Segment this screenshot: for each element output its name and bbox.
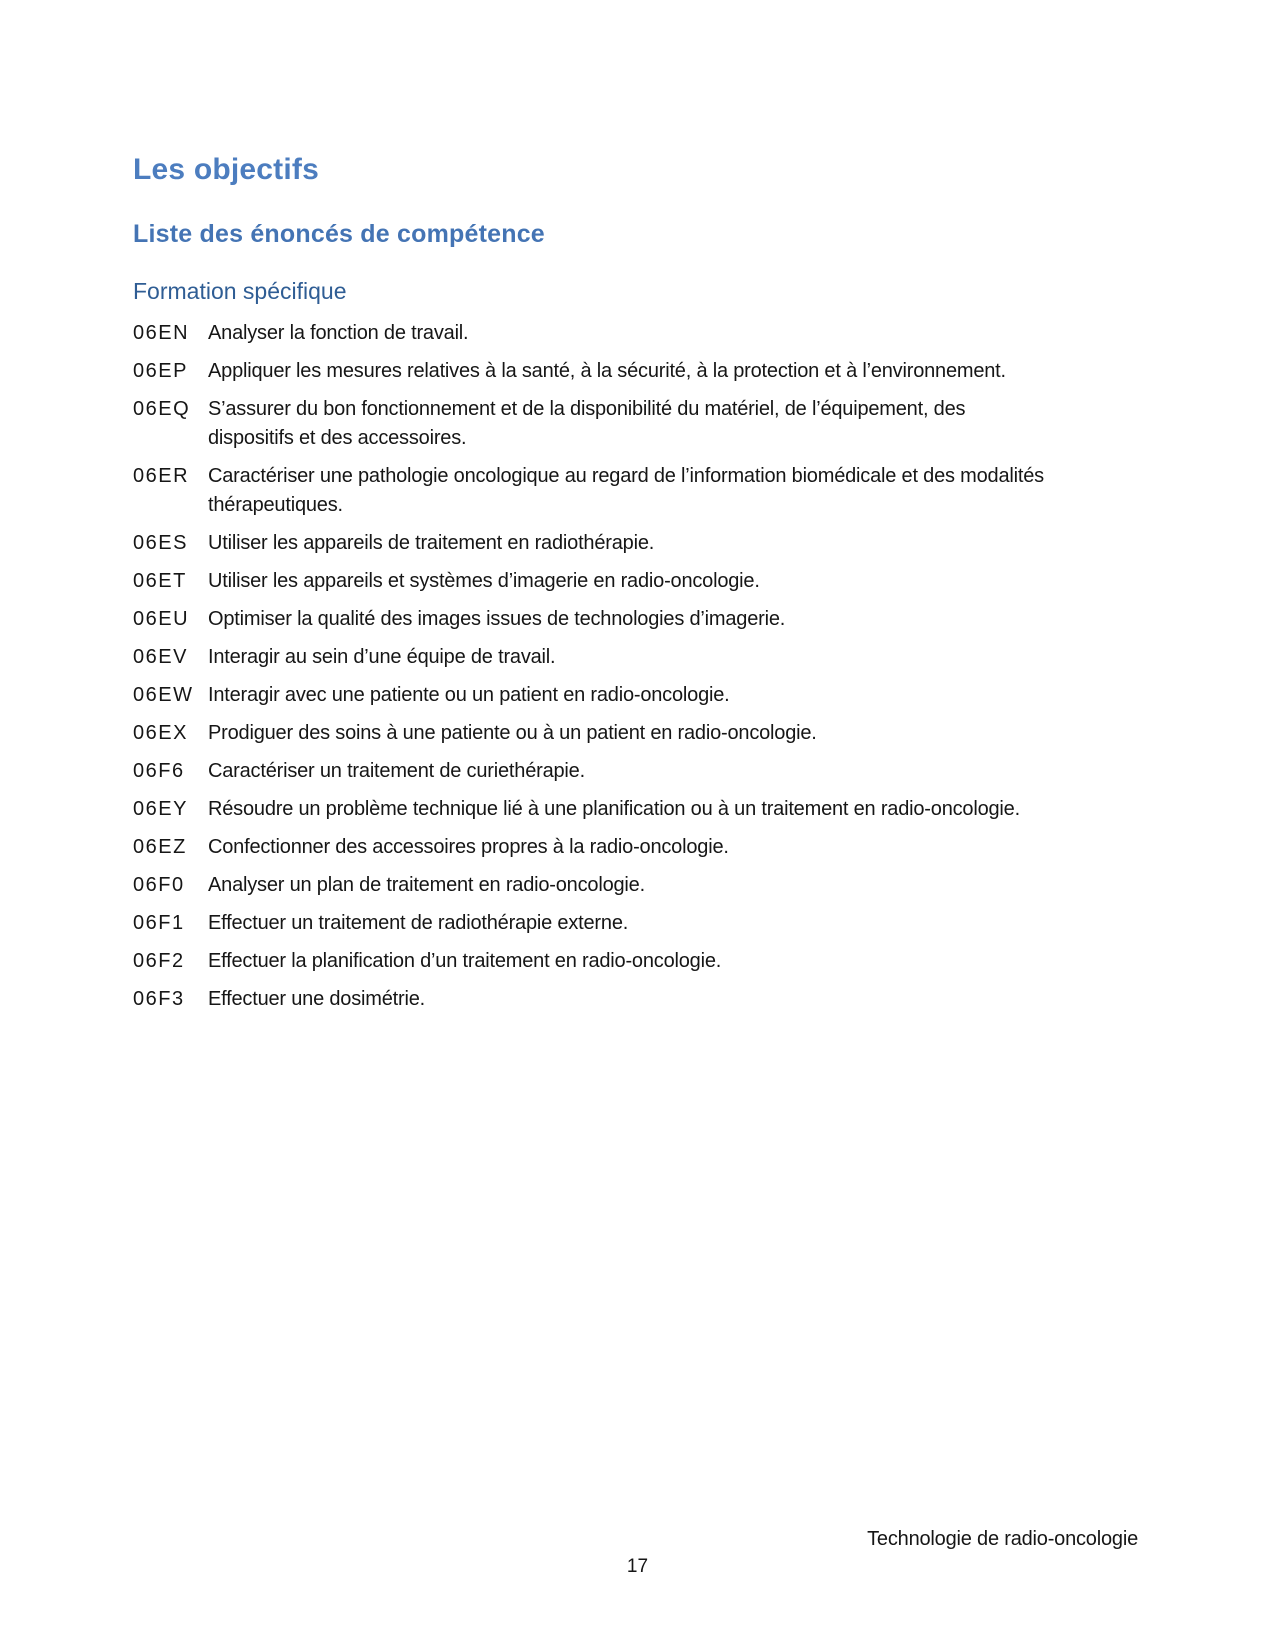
list-item [133,909,1133,938]
competence-code: 06ET [133,570,187,592]
list-item [133,833,1133,862]
competence-label: Effectuer la planification d’un traitement en radio-oncologie. [208,950,722,972]
list-item [133,681,1133,710]
page-title: Les objectifs [133,153,319,186]
list-item [133,947,1133,976]
competence-label: Appliquer les mesures relatives à la santé, à la sécurité, à la protection et à l’environnement. [208,360,1006,382]
competence-label: Interagir au sein d’une équipe de travail. [208,646,556,668]
competence-label: Interagir avec une patiente ou un patient en radio-oncologie. [208,684,730,706]
list-item [133,567,1133,596]
competence-code: 06EX [133,722,188,744]
list-item [133,757,1133,786]
competence-label: Analyser la fonction de travail. [208,322,469,344]
list-item [133,529,1133,558]
competence-code: 06F2 [133,950,185,972]
page-content [133,152,1133,1023]
competence-label: Analyser un plan de traitement en radio-oncologie. [208,874,645,896]
competence-code: 06EV [133,646,188,668]
list-item [133,985,1133,1014]
competence-label: S’assurer du bon fonctionnement et de la disponibilité du matériel, de l’équipement, des dispositifs et des accessoires. [208,398,966,449]
competence-list [133,319,1133,1014]
competence-label: Caractériser un traitement de curiethérapie. [208,760,585,782]
competence-label: Effectuer une dosimétrie. [208,988,425,1010]
list-item [133,319,1133,348]
list-item [133,719,1133,748]
competence-label: Confectionner des accessoires propres à la radio-oncologie. [208,836,729,858]
competence-code: 06F3 [133,988,185,1010]
competence-code: 06ER [133,465,190,487]
competence-label: Prodiguer des soins à une patiente ou à un patient en radio-oncologie. [208,722,817,744]
competence-label: Résoudre un problème technique lié à une planification ou à un traitement en radio-oncologie. [208,798,1020,820]
competence-code: 06EZ [133,836,187,858]
list-item [133,462,1133,520]
competence-label: Caractériser une pathologie oncologique au regard de l’information biomédicale et des modalités thérapeutiques. [208,465,1044,516]
list-item [133,605,1133,634]
competence-code: 06F1 [133,912,185,934]
competence-code: 06EQ [133,398,191,420]
competence-label: Utiliser les appareils et systèmes d’imagerie en radio-oncologie. [208,570,760,592]
competence-label: Effectuer un traitement de radiothérapie externe. [208,912,629,934]
competence-code: 06EP [133,360,188,382]
competence-code: 06F0 [133,874,185,896]
competence-code: 06F6 [133,760,185,782]
competence-code: 06EN [133,322,190,344]
competence-label: Optimiser la qualité des images issues de technologies d’imagerie. [208,608,786,630]
footer-program-name: Technologie de radio-oncologie [867,1528,1138,1550]
competence-code: 06EU [133,608,190,630]
list-item [133,357,1133,386]
footer-page-number: 17 [626,1556,649,1577]
competence-code: 06EW [133,684,194,706]
competence-code: 06ES [133,532,188,554]
subtitle: Liste des énoncés de compétence [133,220,545,248]
competence-label: Utiliser les appareils de traitement en radiothérapie. [208,532,655,554]
section-heading: Formation spécifique [133,278,347,304]
list-item [133,643,1133,672]
list-item [133,795,1133,824]
list-item [133,871,1133,900]
list-item [133,395,1133,453]
competence-code: 06EY [133,798,188,820]
